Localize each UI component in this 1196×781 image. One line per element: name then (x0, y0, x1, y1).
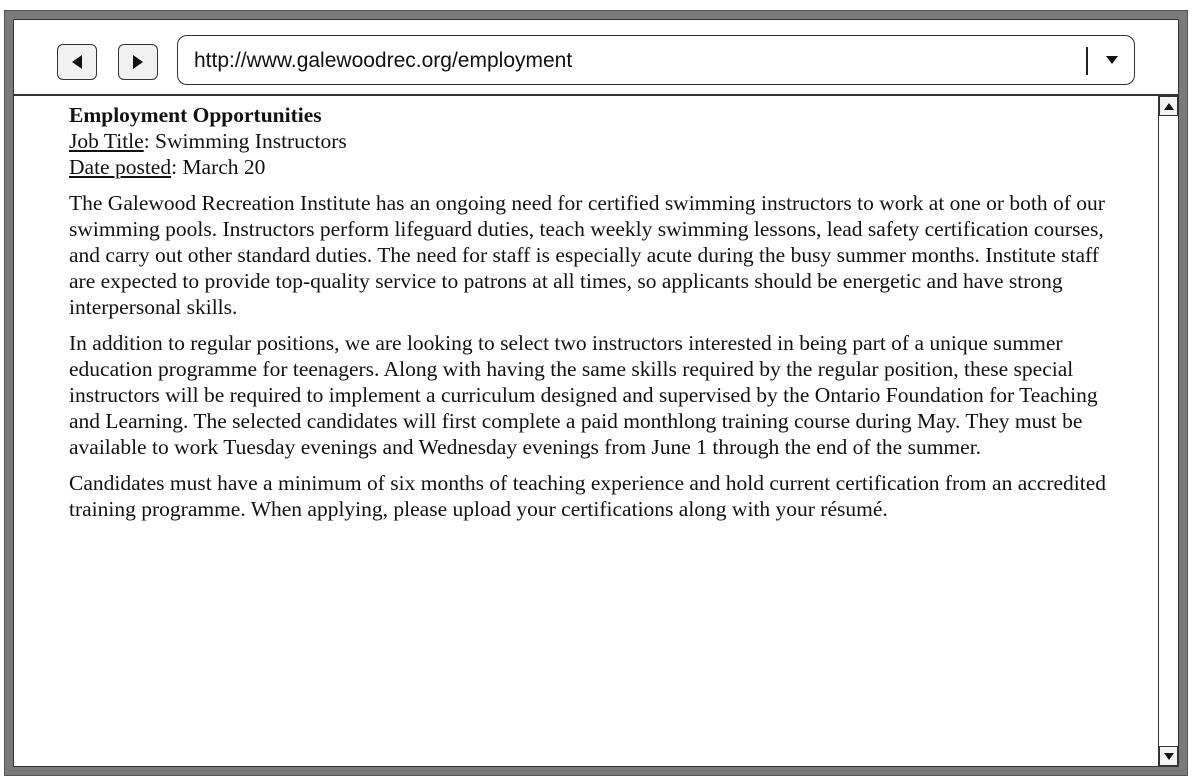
date-posted-label: Date posted (69, 155, 172, 179)
scroll-down-button[interactable] (1159, 746, 1178, 766)
triangle-left-icon (70, 54, 84, 70)
job-title-label: Job Title (69, 129, 144, 153)
vertical-scrollbar[interactable] (1158, 96, 1178, 766)
address-divider (1086, 47, 1088, 75)
job-title-value: : Swimming Instructors (143, 129, 347, 153)
paragraph-overview: The Galewood Recreation Institute has an ongoing need for certified swimming instructors to work at one or both of our swimming pools. Instructors perform lifeguard duties, teach weekly swimming lessons, lead safety certification courses, and carry out other standard duties. The need for staff is especially acute during the busy summer months. Institute staff are expected to provide top-quality service to patrons at all times, so applicants should be energetic and have strong interpersonal skills. (69, 191, 1105, 319)
date-posted-value: : March 20 (171, 155, 266, 179)
browser-window (4, 10, 1188, 776)
triangle-down-icon (1163, 752, 1175, 761)
job-title-line (69, 128, 1130, 154)
triangle-down-icon (1105, 55, 1119, 65)
scroll-up-button[interactable] (1159, 96, 1178, 116)
forward-button[interactable] (118, 44, 158, 80)
date-posted-line (69, 154, 1130, 180)
browser-frame (13, 19, 1179, 767)
address-bar[interactable] (177, 35, 1135, 85)
browser-toolbar (14, 20, 1178, 96)
triangle-up-icon (1163, 102, 1175, 111)
paragraph-special-positions: In addition to regular positions, we are looking to select two instructors interested in being part of a unique summer education programme for teenagers. Along with having the same skills required by the regular position, these special instructors will be required to implement a curriculum designed and supervised by the Ontario Foundation for Teaching and Learning. The selected candidates will first complete a paid monthlong training course during May. They must be available to work Tuesday evenings and Wednesday evenings from June 1 through the end of the summer. (69, 331, 1098, 459)
triangle-right-icon (131, 54, 145, 70)
address-dropdown-button[interactable] (1104, 53, 1120, 67)
address-url[interactable]: http://www.galewoodrec.org/employment (194, 49, 573, 72)
back-button[interactable] (57, 44, 97, 80)
paragraph-requirements: Candidates must have a minimum of six months of teaching experience and hold current certification from an accredited training programme. When applying, please upload your certifications along with your résumé. (69, 471, 1107, 521)
page-title: Employment Opportunities (69, 103, 322, 127)
page-content (14, 96, 1140, 766)
